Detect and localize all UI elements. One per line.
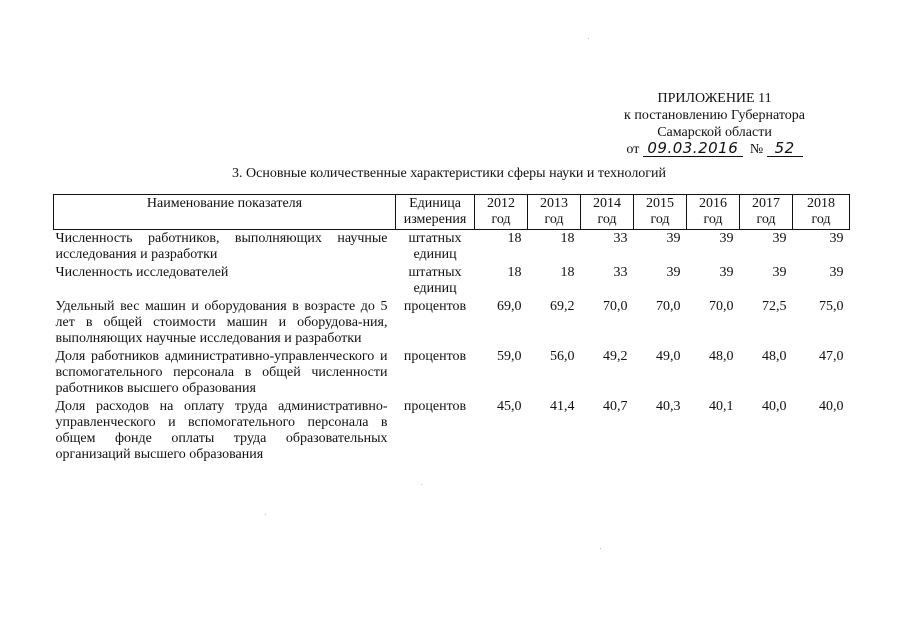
value-cell: 40,1 [709,399,734,414]
value-cell: 39 [666,265,681,280]
indicator-name: Доля работников административно-управленческого и вспомогательного персонала в общей численности работников высшего образования [55,349,388,396]
value-cell: 39 [829,265,844,280]
value-cell: 18 [560,231,575,246]
value-cell: 70,0 [603,299,628,314]
value-cell: 49,2 [603,349,628,364]
value-cell: 49,0 [656,349,681,364]
header-name: Наименование показателя [54,195,396,230]
table-header-row [54,195,850,230]
header-year: 2013 год [528,195,581,230]
appendix-title: ПРИЛОЖЕНИЕ 11 [657,91,772,106]
value-cell: 59,0 [497,349,522,364]
value-cell: 18 [560,265,575,280]
value-cell: 40,7 [603,399,628,414]
indicators-table [53,194,850,464]
table-row [54,398,850,464]
table-row [54,348,850,398]
table-row [54,264,850,298]
indicator-name: Удельный вес машин и оборудования в возрасте до 5 лет в общей стоимости машин и оборудова-ния, выполняющих научные исследования и разработки [55,299,388,346]
indicator-unit: штатных единиц [408,231,462,262]
header-year: 2018 год [793,195,850,230]
indicator-unit: процентов [403,299,467,314]
value-cell: 75,0 [819,299,844,314]
value-cell: 56,0 [550,349,575,364]
value-cell: 40,3 [656,399,681,414]
appendix-region-line: Самарской области [657,125,772,140]
scan-speck [600,548,601,549]
value-cell: 33 [613,231,628,246]
value-cell: 18 [507,265,522,280]
value-cell: 72,5 [762,299,787,314]
value-cell: 39 [772,265,787,280]
value-cell: 48,0 [709,349,734,364]
value-cell: 39 [829,231,844,246]
value-cell: 69,2 [550,299,575,314]
indicator-name: Численность исследователей [55,265,229,280]
value-cell: 70,0 [709,299,734,314]
header-year: 2015 год [634,195,687,230]
header-year: 2014 год [581,195,634,230]
scan-speck [588,38,589,39]
date-prefix: от [626,142,640,157]
header-year: 2016 год [687,195,740,230]
value-cell: 41,4 [550,399,575,414]
value-cell: 33 [613,265,628,280]
value-cell: 39 [666,231,681,246]
header-year: 2012 год [475,195,528,230]
value-cell: 47,0 [819,349,844,364]
handwritten-date: 09.03.2016 [643,141,743,157]
value-cell: 40,0 [819,399,844,414]
scan-speck [421,484,422,485]
section-title: 3. Основные количественные характеристики сферы науки и технологий [232,166,667,181]
table-row [54,298,850,348]
appendix-decree-line: к постановлению Губернатора [624,108,805,123]
header-year: 2017 год [740,195,793,230]
handwritten-number: 52 [767,141,803,157]
value-cell: 40,0 [762,399,787,414]
appendix-header [624,90,805,158]
value-cell: 70,0 [656,299,681,314]
indicator-unit: процентов [403,349,467,364]
table-row [54,230,850,265]
appendix-date-line [624,141,805,158]
value-cell: 18 [507,231,522,246]
indicator-unit: процентов [403,399,467,414]
scan-speck [265,514,266,515]
value-cell: 39 [719,265,734,280]
header-unit: Единица измерения [396,195,475,230]
indicator-name: Доля расходов на оплату труда административно-управленческого и вспомогательного персонала в общем фонде оплаты труда образовательных организаций высшего образования [55,399,388,462]
value-cell: 45,0 [497,399,522,414]
value-cell: 48,0 [762,349,787,364]
value-cell: 39 [772,231,787,246]
indicator-unit: штатных единиц [408,265,462,296]
number-prefix: № [749,142,764,157]
indicator-name: Численность работников, выполняющих научные исследования и разработки [55,231,388,262]
value-cell: 39 [719,231,734,246]
value-cell: 69,0 [497,299,522,314]
